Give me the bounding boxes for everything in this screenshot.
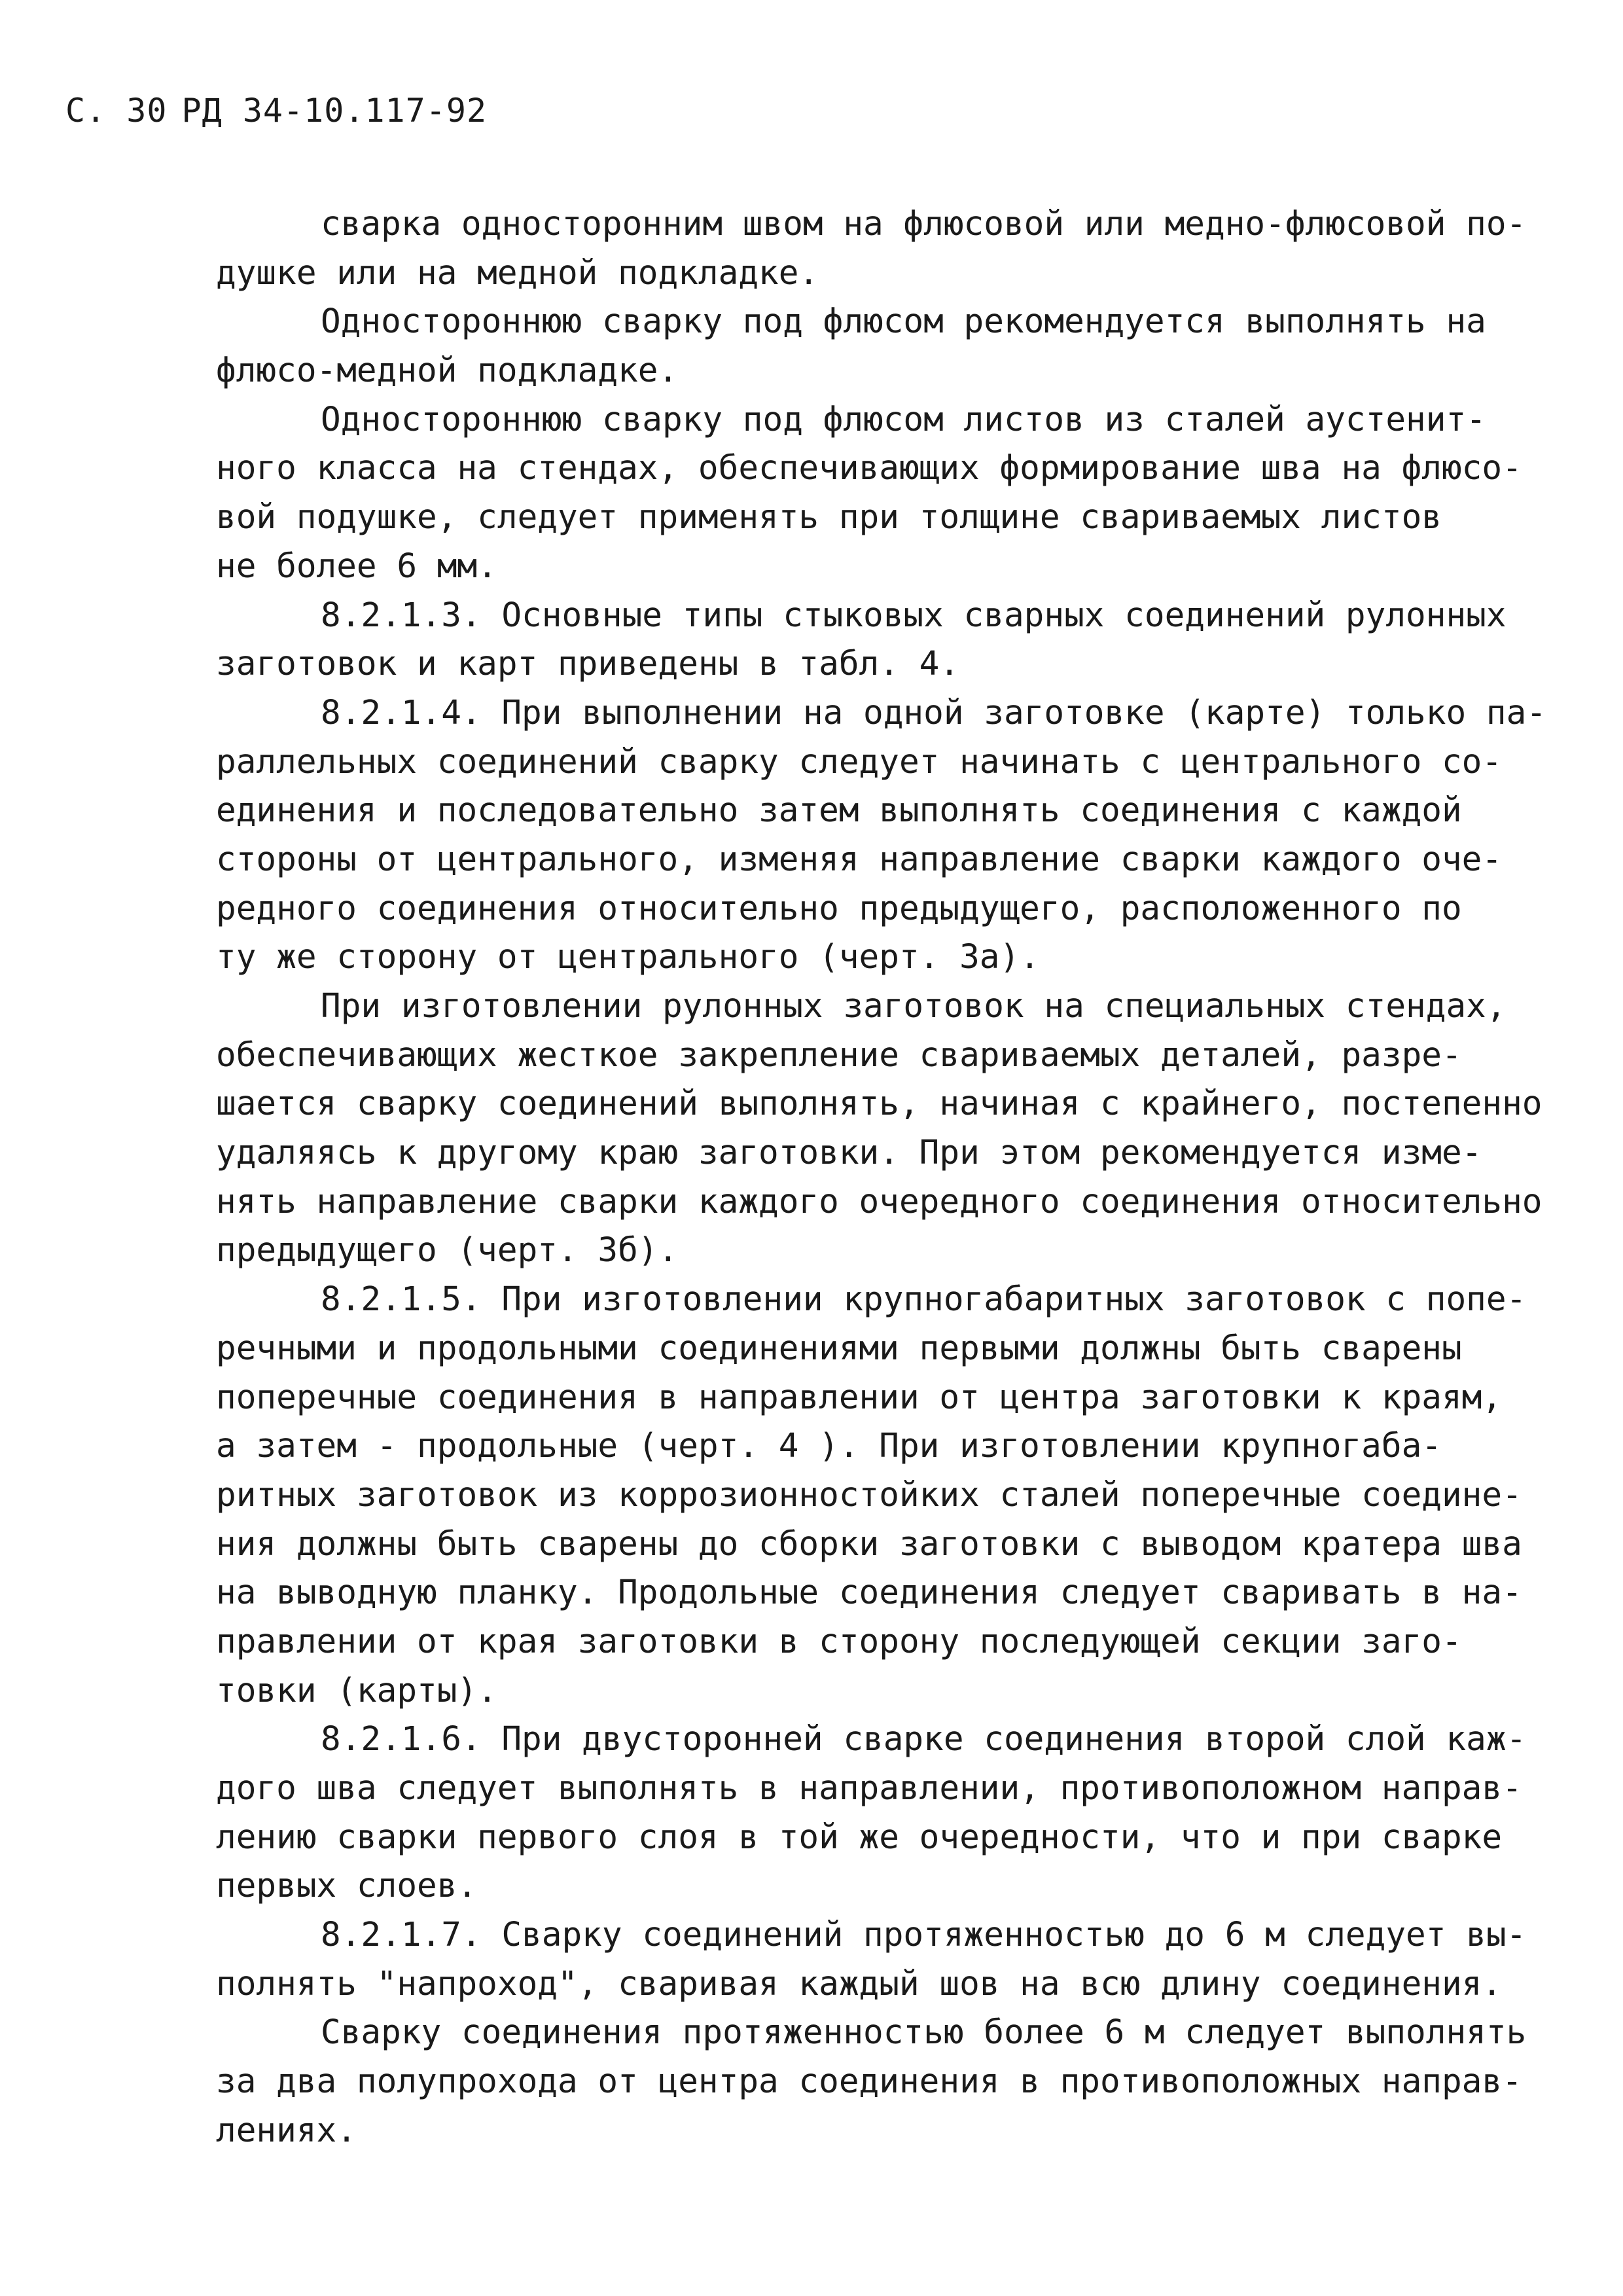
text-line: 8.2.1.7. Сварку соединений протяженностью до 6 м следует вы-	[321, 1916, 1527, 1955]
text-line: обеспечивающих жесткое закрепление свариваемых деталей, разре-	[216, 1035, 1462, 1075]
text-line: а затем - продольные (черт. 4 ). При изготовлении крупногаба-	[216, 1427, 1442, 1466]
document-body	[216, 200, 1564, 2156]
text-line: Сварку соединения протяженностью более 6 м следует выполнять	[321, 2013, 1527, 2053]
text-line: не более 6 мм.	[216, 547, 497, 586]
text-line: 8.2.1.5. При изготовлении крупногабаритных заготовок с попе-	[321, 1280, 1527, 1319]
text-line: стороны от центрального, изменяя направление сварки каждого оче-	[216, 840, 1503, 879]
text-line: редного соединения относительно предыдущего, расположенного по	[216, 889, 1462, 928]
text-line: ного класса на стендах, обеспечивающих формирование шва на флюсо-	[216, 449, 1522, 488]
text-line: дого шва следует выполнять в направлении, противоположном направ-	[216, 1769, 1522, 1808]
text-line: правлении от края заготовки в сторону последующей секции заго-	[216, 1622, 1462, 1661]
text-line: ритных заготовок из коррозионностойких сталей поперечные соедине-	[216, 1475, 1522, 1515]
text-line: первых слоев.	[216, 1867, 478, 1906]
text-line: поперечные соединения в направлении от центра заготовки к краям,	[216, 1378, 1503, 1417]
page-header	[65, 92, 487, 130]
text-line: на выводную планку. Продольные соединения следует сваривать в на-	[216, 1573, 1522, 1613]
text-line: раллельных соединений сварку следует начинать с центрального со-	[216, 742, 1503, 781]
text-line: удаляясь к другому краю заготовки. При этом рекомендуется изме-	[216, 1134, 1482, 1173]
text-line: речными и продольными соединениями первыми должны быть сварены	[216, 1329, 1462, 1368]
document-code: РД 34-10.117-92	[181, 92, 488, 130]
text-line: шается сварку соединений выполнять, начиная с крайнего, постепенно	[216, 1085, 1543, 1124]
text-line: 8.2.1.3. Основные типы стыковых сварных соединений рулонных	[321, 596, 1507, 635]
text-line: предыдущего (черт. 3б).	[216, 1231, 679, 1270]
text-line: Одностороннюю сварку под флюсом листов из сталей аустенит-	[321, 400, 1486, 439]
text-line: за два полупрохода от центра соединения в противоположных направ-	[216, 2062, 1522, 2102]
page-number: С. 30	[65, 92, 168, 130]
text-line: флюсо-медной подкладке.	[216, 351, 679, 391]
text-line: душке или на медной подкладке.	[216, 253, 819, 293]
text-line: полнять "напроход", сваривая каждый шов на всю длину соединения.	[216, 1964, 1503, 2003]
text-line: товки (карты).	[216, 1671, 497, 1710]
text-line: При изготовлении рулонных заготовок на специальных стендах,	[321, 987, 1507, 1026]
text-line: Одностороннюю сварку под флюсом рекомендуется выполнять на	[321, 302, 1486, 342]
text-line: ния должны быть сварены до сборки заготовки с выводом кратера шва	[216, 1524, 1522, 1564]
text-line: ту же сторону от центрального (черт. 3а).	[216, 938, 1040, 977]
text-line: 8.2.1.6. При двусторонней сварке соединения второй слой каж-	[321, 1720, 1527, 1759]
text-line: единения и последовательно затем выполнять соединения с каждой	[216, 791, 1462, 831]
text-line: 8.2.1.4. При выполнении на одной заготовке (карте) только па-	[321, 693, 1546, 732]
text-line: сварка односторонним швом на флюсовой или медно-флюсовой по-	[321, 205, 1527, 243]
text-line: вой подушке, следует применять при толщине свариваемых листов	[216, 498, 1442, 537]
text-line: лению сварки первого слоя в той же очередности, что и при сварке	[216, 1818, 1503, 1857]
text-line: нять направление сварки каждого очередного соединения относительно	[216, 1182, 1543, 1221]
text-line: заготовок и карт приведены в табл. 4.	[216, 645, 960, 684]
text-line: лениях.	[216, 2111, 357, 2150]
